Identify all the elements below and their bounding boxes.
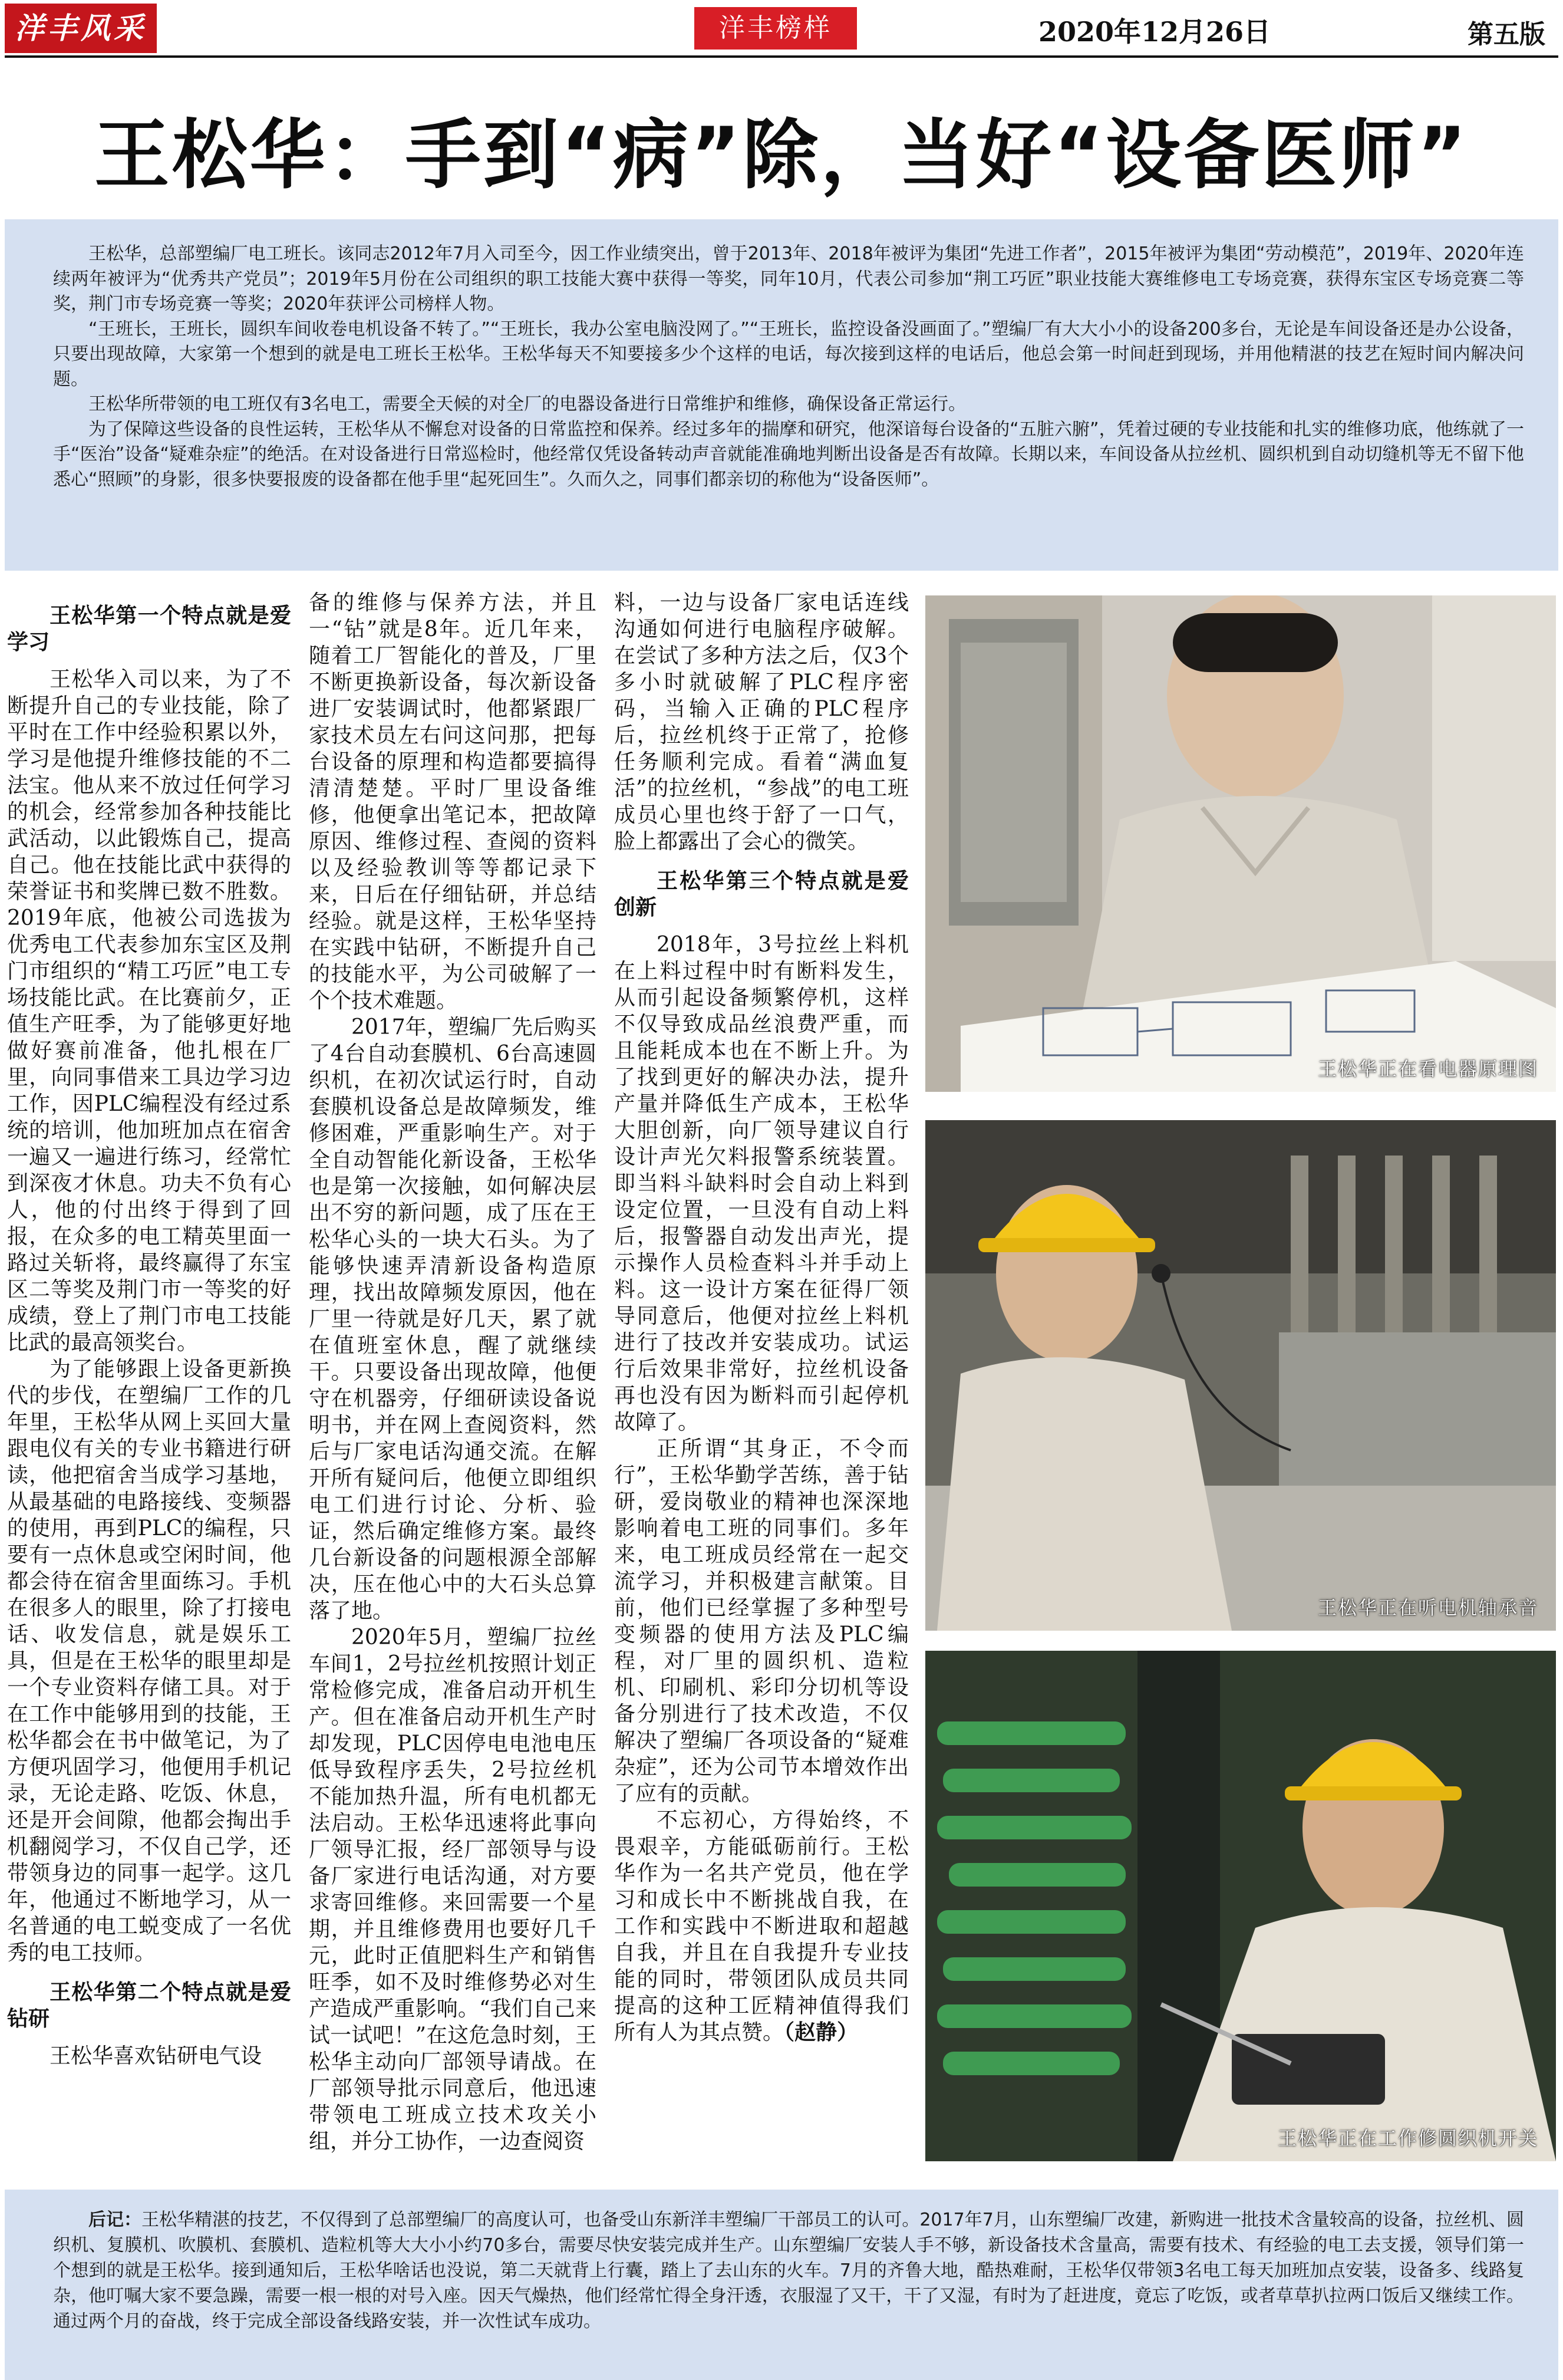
article-paragraph: 备的维修与保养方法，并且一“钻”就是8年。近几年来，随着工厂智能化的普及，厂里不断更换新设备，每次新设备进厂安装调试时，他都紧跟厂家技术员左右问这问那，把每台设备的原理和构造都要搞得清清楚楚。平时厂里设备维修，他便拿出笔记本，把故障原因、维修过程、查阅的资料以及经验教训等等都记录下来，日后在仔细钻研，并总结经验。就是这样，王松华坚持在实践中钻研，不断提升自己的技能水平，为公司破解了一个个技术难题。 [309, 591, 596, 1013]
article-paragraph: 王松华入司以来，为了不断提升自己的专业技能，除了平时在工作中经验积累以外，学习是他提升维修技能的不二法宝。他从来不放过任何学习的机会，经常参加各种技能比武活动，以此锻炼自己，提高自己。他在技能比武中获得的荣誉证书和奖牌已数不胜数。2019年底，他被公司选拔为优秀电工代表参加东宝区及荆门市组织的“精工巧匠”电工专场技能比武。在比赛前夕，正值生产旺季，为了能够更好地做好赛前准备，他扎根在厂里，向同事借来工具边学习边工作，因PLC编程没有经过系统的培训，他加班加点在宿舍一遍又一遍进行练习，经常忙到深夜才休息。功夫不负有心人，他的付出终于得到了回报，在众多的电工精英里面一路过关斩将，最终赢得了东宝区二等奖及荆门市一等奖的好成绩，登上了荆门市电工技能比武的最高领奖台。 [7, 667, 291, 1355]
photo-caption: 王松华正在工作修圆织机开关 [1277, 2127, 1538, 2149]
article-paragraph: 2018年，3号拉丝上料机在上料过程中时有断料发生，从而引起设备频繁停机，这样不仅导致成品丝浪费严重，而且能耗成本也在不断上升。为了找到更好的解决办法，提升产量并降低生产成本，王松华大胆创新，向厂领导建议自行设计声光欠料报警系统装置。即当料斗缺料时会自动上料到设定位置，一旦没有自动上料后，报警器自动发出声光，提示操作人员检查料斗并手动上料。这一设计方案在征得厂领导同意后，他便对拉丝上料机进行了技改并安装成功。试运行后效果非常好，拉丝机设备再也没有因为断料而引起停机故障了。 [614, 933, 909, 1434]
photo-illustration [925, 1651, 1556, 2161]
epilogue-lead: 后记： [88, 2210, 142, 2230]
photo-illustration [925, 595, 1556, 1092]
newspaper-logo: 洋丰风采 [5, 4, 157, 53]
headline: 王松华：手到“病”除，当好“设备医师” [94, 111, 1469, 199]
subheading: 王松华第三个特点就是爱创新 [614, 869, 909, 920]
article-paragraph-text: 不忘初心，方得始终，不畏艰辛，方能砥砺前行。王松华作为一名共产党员，他在学习和成长中不断挑战自我，在工作和实践中不断进取和超越自我，并且在自我提升专业技能的同时，带领团队成员共同提高的这种工匠精神值得我们所有人为其点赞。 [614, 1808, 909, 2045]
header-rule [5, 55, 1558, 58]
article-paragraph: 正所谓“其身正，不令而行”，王松华勤学苦练，善于钻研，爱岗敬业的精神也深深地影响着电工班的同事们。多年来，电工班成员经常在一起交流学习，并积极建言献策。目前，他们已经掌握了多种型号变频器的使用方法及PLC编程，对厂里的圆织机、造粒机、印刷机、彩印分切机等设备分别进行了技术改造，不仅解决了塑编厂各项设备的“疑难杂症”，还为公司节本增效作出了应有的贡献。 [614, 1437, 909, 1806]
intro-paragraph: 王松华所带领的电工班仅有3名电工，需要全天候的对全厂的电器设备进行日常维护和维修，确保设备正常运行。 [88, 394, 967, 414]
article-paragraph: 2020年5月，塑编厂拉丝车间1，2号拉丝机按照计划正常检修完成，准备启动开机生产。但在准备启动开机生产时却发现，PLC因停电电池电压低导致程序丢失，2号拉丝机不能加热升温，所有电机都无法启动。王松华迅速将此事向厂领导汇报，经厂部领导与设备厂家进行电话沟通，对方要求寄回维修。来回需要一个星期，并且维修费用也要好几千元，此时正值肥料生产和销售旺季，如不及时维修势必对生产造成严重影响。“我们自己来试一试吧！”在这危急时刻，王松华主动向厂部领导请战。在厂部领导批示同意后，他迅速带领电工班成立技术攻关小组，并分工协作，一边查阅资 [309, 1625, 596, 2154]
article-column-2 [309, 590, 596, 2155]
section-tag: 洋丰榜样 [694, 7, 857, 50]
article-paragraph: 为了能够跟上设备更新换代的步伐，在塑编厂工作的几年里，王松华从网上买回大量跟电仪有关的专业书籍进行研读，他把宿舍当成学习基地，从最基础的电路接线、变频器的使用，再到PLC的编程，只要有一点休息或空闲时间，他都会待在宿舍里面练习。手机在很多人的眼里，除了打接电话、收发信息，就是娱乐工具，但是在王松华的眼里却是一个专业资料存储工具。对于在工作中能够用到的技能，王松华都会在书中做笔记，为了方便巩固学习，他便用手机记录，无论走路、吃饭、休息，还是开会间隙，他都会掏出手机翻阅学习，不仅自己学，还带领身边的同事一起学。这几年，他通过不断地学习，从一名普通的电工蜕变成了一名优秀的电工技师。 [7, 1357, 291, 1965]
author-signature: （赵静） [784, 2020, 859, 2045]
intro-paragraph: “王班长，王班长，圆织车间收卷电机设备不转了。”“王班长，我办公室电脑没网了。”“王班长，监控设备没画面了。”塑编厂有大大小小的设备200多台，无论是车间设备还是办公设备，只要出现故障，大家第一个想到的就是电工班长王松华。王松华每天不知要接多少个这样的电话，每次接到这样的电话后，他总会第一时间赶到现场，并用他精湛的技艺在短时间内解决问题。 [53, 318, 1524, 390]
intro-box [5, 219, 1558, 571]
article-column-1 [7, 590, 291, 2069]
epilogue-text: 王松华精湛的技艺，不仅得到了总部塑编厂的高度认可，也备受山东新洋丰塑编厂干部员工的认可。2017年7月，山东塑编厂改建，新购进一批技术含量较高的设备，拉丝机、圆织机、复膜机、吹膜机、套膜机、造粒机等大大小小约70多台，需要尽快安装完成并生产。山东塑编厂安装人手不够，新设备技术含量高，需要有技术、有经验的电工去支援，领导们第一个想到的就是王松华。接到通知后，王松华啥话也没说，第二天就背上行囊，踏上了去山东的火车。7月的齐鲁大地，酷热难耐，王松华仅带领3名电工每天加班加点安装，设备多、线路复杂，他叮嘱大家不要急躁，需要一根一根的对号入座。因天气燥热，他们经常忙得全身汗透，衣服湿了又干，干了又湿，有时为了赶进度，竟忘了吃饭，或者草草扒拉两口饭后又继续工作。通过两个月的奋战，终于完成全部设备线路安装，并一次性试车成功。 [53, 2210, 1525, 2332]
photo-illustration [925, 1120, 1556, 1631]
photo-caption: 王松华正在听电机轴承音 [1317, 1596, 1538, 1619]
article-paragraph: 2017年，塑编厂先后购买了4台自动套膜机、6台高速圆织机，在初次试运行时，自动套膜机设备总是故障频发，维修困难，严重影响生产。对于全自动智能化新设备，王松华也是第一次接触，如何解决层出不穷的新问题，成了压在王松华心头的一块大石头。为了能够快速弄清新设备构造原理，找出故障频发原因，他在厂里一待就是好几天，累了就在值班室休息，醒了就继续干。只要设备出现故障，他便守在机器旁，仔细研读设备说明书，并在网上查阅资料，然后与厂家电话沟通交流。在解开所有疑问后，他便立即组织电工们进行讨论、分析、验证，然后确定维修方案。最终几台新设备的问题根源全部解决，压在他心中的大石头总算落了地。 [309, 1015, 596, 1623]
epilogue-paragraph [53, 2207, 1524, 2334]
photo-repairing-switch [925, 1651, 1556, 2161]
article-column-3 [614, 590, 909, 2046]
subheading: 王松华第二个特点就是爱钻研 [7, 1980, 291, 2031]
photo-listening-bearing [925, 1120, 1556, 1631]
article-paragraph [614, 1807, 909, 2046]
subheading: 王松华第一个特点就是爱学习 [7, 604, 291, 654]
intro-paragraph: 为了保障这些设备的良性运转，王松华从不懈怠对设备的日常监控和保养。经过多年的揣摩和研究，他深谙每台设备的“五脏六腑”，凭着过硬的专业技能和扎实的维修功底，他练就了一手“医治”设备“疑难杂症”的绝活。在对设备进行日常巡检时，他经常仅凭设备转动声音就能准确地判断出设备是否有故障。长期以来，车间设备从拉丝机、圆织机到自动切缝机等无不留下他悉心“照顾”的身影，很多快要报废的设备都在他手里“起死回生”。久而久之，同事们都亲切的称他为“设备医师”。 [53, 419, 1524, 490]
masthead [0, 0, 1563, 57]
photo-reading-schematic [925, 595, 1556, 1092]
epilogue-box [5, 2190, 1558, 2380]
intro-paragraph: 王松华，总部塑编厂电工班长。该同志2012年7月入司至今，因工作业绩突出，曾于2013年、2018年被评为集团“先进工作者”，2015年被评为集团“劳动模范”，2019年、2020年连续两年被评为“优秀共产党员”；2019年5月份在公司组织的职工技能大赛中获得一等奖，同年10月，代表公司参加“荆工巧匠”职业技能大赛维修电工专场竞赛，获得东宝区专场竞赛二等奖，荆门市专场竞赛一等奖；2020年获评公司榜样人物。 [53, 243, 1524, 314]
article-paragraph: 料，一边与设备厂家电话连线沟通如何进行电脑程序破解。在尝试了多种方法之后，仅3个多小时就破解了PLC程序密码，当输入正确的PLC程序后，拉丝机终于正常了，抢修任务顺利完成。看着“满血复活”的拉丝机，“参战”的电工班成员心里也终于舒了一口气，脸上都露出了会心的微笑。 [614, 591, 909, 854]
page-number: 第五版 [1468, 19, 1545, 50]
photo-caption: 王松华正在看电器原理图 [1317, 1058, 1538, 1080]
article-paragraph: 王松华喜欢钻研电气设 [50, 2044, 262, 2068]
issue-date: 2020年12月26日 [1038, 16, 1271, 48]
